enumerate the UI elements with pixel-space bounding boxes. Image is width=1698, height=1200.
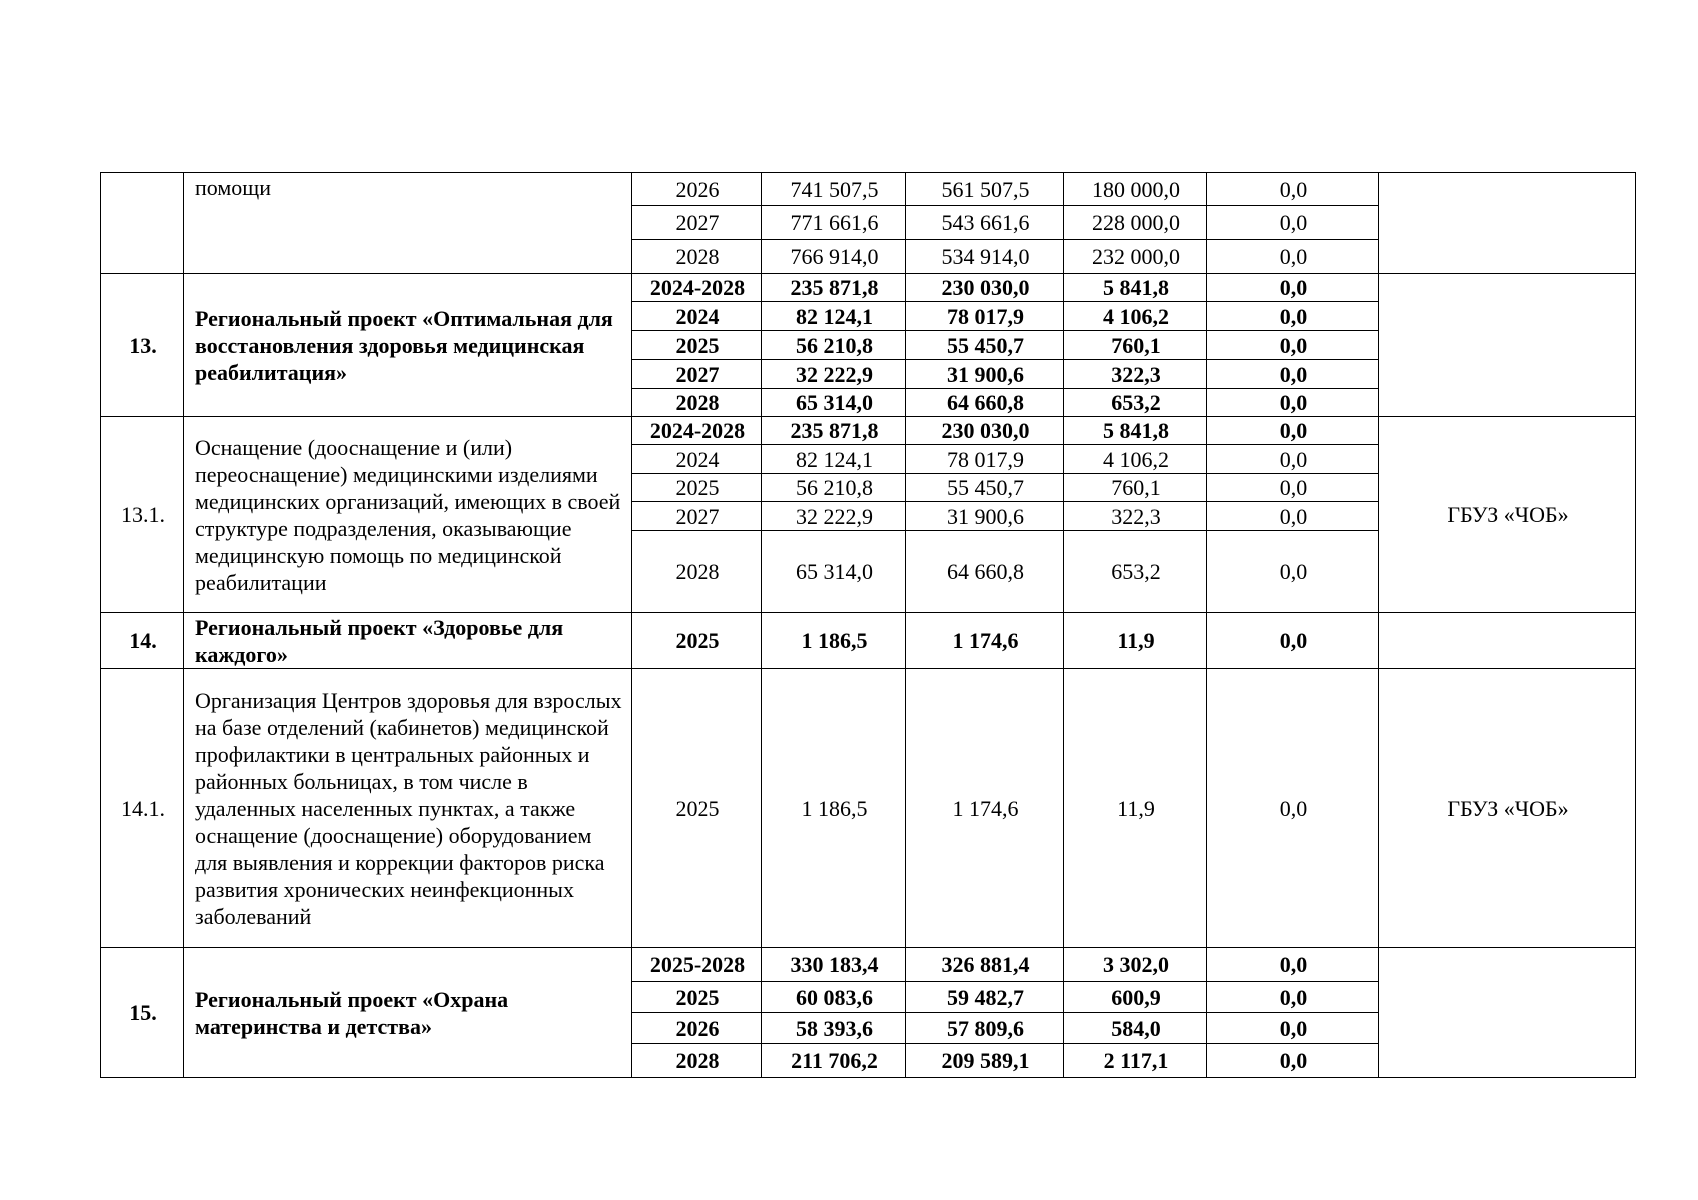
cell-reg: 322,3 [1064, 502, 1207, 531]
item-number [101, 173, 184, 274]
cell-fed: 209 589,1 [906, 1044, 1064, 1078]
cell-fed: 230 030,0 [906, 417, 1064, 445]
cell-reg: 5 841,8 [1064, 417, 1207, 445]
cell-reg: 4 106,2 [1064, 302, 1207, 331]
cell-reg: 584,0 [1064, 1013, 1207, 1044]
cell-total: 766 914,0 [762, 240, 906, 274]
cell-total: 771 661,6 [762, 206, 906, 240]
cell-year: 2028 [632, 1044, 762, 1078]
cell-other: 0,0 [1207, 360, 1379, 389]
cell-other: 0,0 [1207, 274, 1379, 302]
cell-reg: 760,1 [1064, 331, 1207, 360]
cell-reg: 232 000,0 [1064, 240, 1207, 274]
cell-year: 2028 [632, 240, 762, 274]
item-number: 14. [101, 613, 184, 669]
cell-total: 65 314,0 [762, 389, 906, 417]
cell-year: 2026 [632, 1013, 762, 1044]
cell-reg: 228 000,0 [1064, 206, 1207, 240]
item-number: 13. [101, 274, 184, 417]
cell-reg: 653,2 [1064, 389, 1207, 417]
cell-year: 2024 [632, 445, 762, 474]
item-name: Организация Центров здоровья для взрослых на базе отделений (кабинетов) медицинской профилактики в центральных районных и районных больницах, в том числе в удаленных населенных пунктах, а также оснащение (дооснащение) оборудованием для выявления и коррекции факторов риска развития хронических неинфекционных заболеваний [184, 669, 632, 948]
cell-total: 1 186,5 [762, 669, 906, 948]
cell-other: 0,0 [1207, 302, 1379, 331]
cell-year: 2027 [632, 206, 762, 240]
cell-other: 0,0 [1207, 613, 1379, 669]
executor: ГБУЗ «ЧОБ» [1379, 417, 1636, 613]
table-row [101, 948, 1636, 982]
cell-year: 2026 [632, 173, 762, 206]
item-name: Региональный проект «Здоровье для каждого» [184, 613, 632, 669]
executor [1379, 274, 1636, 417]
cell-fed: 31 900,6 [906, 360, 1064, 389]
cell-year: 2025 [632, 982, 762, 1013]
cell-year: 2024 [632, 302, 762, 331]
cell-fed: 326 881,4 [906, 948, 1064, 982]
cell-fed: 534 914,0 [906, 240, 1064, 274]
cell-reg: 600,9 [1064, 982, 1207, 1013]
cell-total: 235 871,8 [762, 274, 906, 302]
executor [1379, 173, 1636, 274]
cell-total: 58 393,6 [762, 1013, 906, 1044]
cell-year: 2025 [632, 331, 762, 360]
cell-total: 235 871,8 [762, 417, 906, 445]
item-name: помощи [184, 173, 632, 274]
cell-reg: 11,9 [1064, 613, 1207, 669]
cell-fed: 78 017,9 [906, 445, 1064, 474]
cell-fed: 1 174,6 [906, 613, 1064, 669]
cell-year: 2028 [632, 389, 762, 417]
cell-other: 0,0 [1207, 474, 1379, 502]
executor: ГБУЗ «ЧОБ» [1379, 669, 1636, 948]
table-row [101, 613, 1636, 669]
cell-other: 0,0 [1207, 669, 1379, 948]
cell-other: 0,0 [1207, 531, 1379, 613]
cell-fed: 55 450,7 [906, 474, 1064, 502]
cell-fed: 230 030,0 [906, 274, 1064, 302]
cell-fed: 31 900,6 [906, 502, 1064, 531]
cell-total: 56 210,8 [762, 474, 906, 502]
cell-other: 0,0 [1207, 445, 1379, 474]
cell-year: 2028 [632, 531, 762, 613]
cell-reg: 5 841,8 [1064, 274, 1207, 302]
cell-year: 2024-2028 [632, 274, 762, 302]
cell-other: 0,0 [1207, 1044, 1379, 1078]
table-row [101, 669, 1636, 948]
cell-reg: 653,2 [1064, 531, 1207, 613]
cell-reg: 322,3 [1064, 360, 1207, 389]
cell-reg: 4 106,2 [1064, 445, 1207, 474]
cell-reg: 180 000,0 [1064, 173, 1207, 206]
cell-fed: 64 660,8 [906, 531, 1064, 613]
cell-total: 56 210,8 [762, 331, 906, 360]
executor [1379, 613, 1636, 669]
cell-year: 2027 [632, 360, 762, 389]
cell-reg: 2 117,1 [1064, 1044, 1207, 1078]
cell-total: 1 186,5 [762, 613, 906, 669]
cell-fed: 64 660,8 [906, 389, 1064, 417]
cell-total: 211 706,2 [762, 1044, 906, 1078]
cell-fed: 59 482,7 [906, 982, 1064, 1013]
cell-other: 0,0 [1207, 1013, 1379, 1044]
cell-total: 32 222,9 [762, 360, 906, 389]
cell-total: 65 314,0 [762, 531, 906, 613]
item-name: Региональный проект «Оптимальная для восстановления здоровья медицинская реабилитация» [184, 274, 632, 417]
cell-year: 2025 [632, 613, 762, 669]
item-number: 13.1. [101, 417, 184, 613]
cell-reg: 11,9 [1064, 669, 1207, 948]
cell-other: 0,0 [1207, 206, 1379, 240]
cell-total: 82 124,1 [762, 445, 906, 474]
funding-table [100, 172, 1636, 1078]
item-number: 14.1. [101, 669, 184, 948]
cell-fed: 561 507,5 [906, 173, 1064, 206]
cell-other: 0,0 [1207, 173, 1379, 206]
cell-fed: 55 450,7 [906, 331, 1064, 360]
cell-fed: 78 017,9 [906, 302, 1064, 331]
table-row [101, 274, 1636, 302]
cell-other: 0,0 [1207, 948, 1379, 982]
table-body [101, 173, 1636, 1078]
cell-year: 2024-2028 [632, 417, 762, 445]
cell-year: 2025 [632, 669, 762, 948]
cell-other: 0,0 [1207, 331, 1379, 360]
cell-other: 0,0 [1207, 982, 1379, 1013]
table-row [101, 173, 1636, 206]
item-name: Региональный проект «Охрана материнства и детства» [184, 948, 632, 1078]
cell-year: 2027 [632, 502, 762, 531]
cell-other: 0,0 [1207, 389, 1379, 417]
cell-total: 741 507,5 [762, 173, 906, 206]
cell-total: 82 124,1 [762, 302, 906, 331]
cell-fed: 543 661,6 [906, 206, 1064, 240]
cell-total: 330 183,4 [762, 948, 906, 982]
item-name: Оснащение (дооснащение и (или) переоснащение) медицинскими изделиями медицинских организаций, имеющих в своей структуре подразделения, оказывающие медицинскую помощь по медицинской реабилитации [184, 417, 632, 613]
table-row [101, 417, 1636, 445]
cell-fed: 57 809,6 [906, 1013, 1064, 1044]
cell-total: 60 083,6 [762, 982, 906, 1013]
cell-year: 2025 [632, 474, 762, 502]
cell-reg: 3 302,0 [1064, 948, 1207, 982]
executor [1379, 948, 1636, 1078]
cell-other: 0,0 [1207, 240, 1379, 274]
cell-other: 0,0 [1207, 502, 1379, 531]
cell-fed: 1 174,6 [906, 669, 1064, 948]
cell-total: 32 222,9 [762, 502, 906, 531]
cell-other: 0,0 [1207, 417, 1379, 445]
item-number: 15. [101, 948, 184, 1078]
cell-year: 2025-2028 [632, 948, 762, 982]
cell-reg: 760,1 [1064, 474, 1207, 502]
